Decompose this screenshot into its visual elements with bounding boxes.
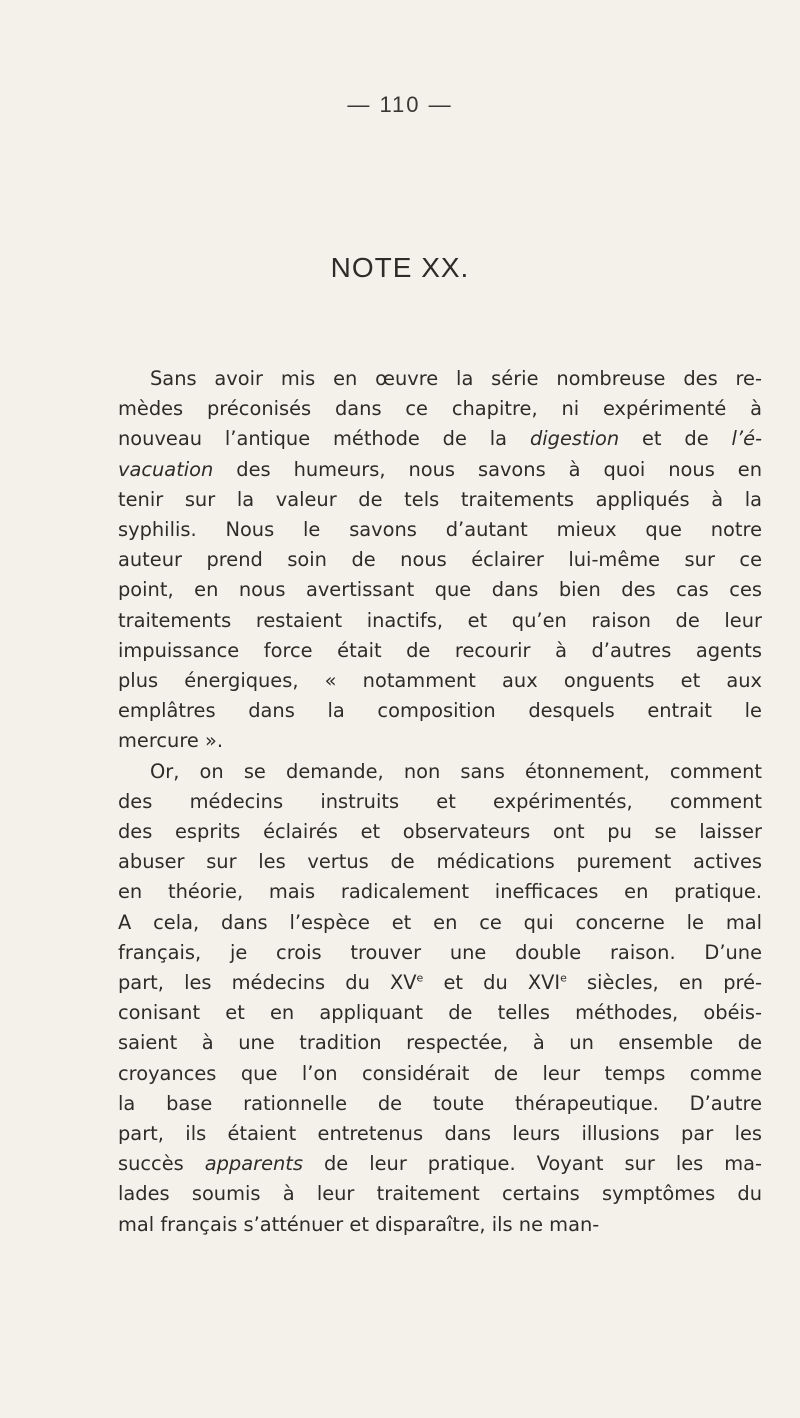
text-line <box>118 394 762 424</box>
text-run: A cela, dans l’espèce et en ce qui concerne le mal <box>118 910 762 934</box>
text-run: lades soumis à leur traitement certains symptômes du <box>118 1182 762 1206</box>
text-run: des esprits éclairés et observateurs ont pu se laisser <box>118 820 762 844</box>
text-run: auteur prend soin de nous éclairer lui-même sur ce <box>118 548 762 572</box>
text-line <box>118 726 762 756</box>
text-line <box>118 998 762 1028</box>
text-line <box>118 877 762 907</box>
superscript: e <box>560 971 567 985</box>
page-number: — 110 — <box>347 92 453 117</box>
text-run: la base rationnelle de toute thérapeutique. D’autre <box>118 1091 762 1115</box>
text-line <box>118 1089 762 1119</box>
text-line <box>118 515 762 545</box>
text-line <box>118 485 762 515</box>
text-line <box>118 1149 762 1179</box>
text-run: saient à une tradition respectée, à un ensemble de <box>118 1031 762 1055</box>
text-line <box>118 908 762 938</box>
text-run: siècles, en pré- <box>566 971 762 995</box>
text-line <box>118 787 762 817</box>
text-run: et du XVI <box>423 971 561 995</box>
text-run: croyances que l’on considérait de leur temps comme <box>118 1061 762 1085</box>
text-line <box>118 817 762 847</box>
text-line <box>118 696 762 726</box>
text-line <box>118 938 762 968</box>
text-line <box>118 1210 762 1240</box>
paragraph <box>118 757 762 1240</box>
text-line <box>118 847 762 877</box>
text-run: emplâtres dans la composition desquels entrait le <box>118 699 762 723</box>
text-run: part, ils étaient entretenus dans leurs illusions par les <box>118 1122 762 1146</box>
text-run: point, en nous avertissant que dans bien des cas ces <box>118 578 762 602</box>
text-run: et de <box>619 427 732 451</box>
text-run: syphilis. Nous le savons d’autant mieux que notre <box>118 518 762 542</box>
text-run: conisant et en appliquant de telles méthodes, obéis- <box>118 1001 762 1025</box>
text-run: tenir sur la valeur de tels traitements appliqués à la <box>118 487 762 511</box>
text-run: part, les médecins du XV <box>118 971 417 995</box>
text-line <box>118 364 762 394</box>
italic-text: l’é- <box>731 427 762 451</box>
text-line <box>118 1119 762 1149</box>
text-run: des humeurs, nous savons à quoi nous en <box>213 457 762 481</box>
italic-text: vacuation <box>118 457 214 481</box>
text-line <box>118 1059 762 1089</box>
text-run: plus énergiques, « notamment aux onguents et aux <box>118 669 762 693</box>
text-run: succès <box>118 1152 205 1176</box>
note-title: NOTE XX. <box>330 252 470 283</box>
text-line <box>118 424 762 454</box>
body-text <box>118 364 762 1240</box>
text-run: mal français s’atténuer et disparaître, ils ne man- <box>118 1212 600 1236</box>
italic-text: digestion <box>529 427 620 451</box>
text-run: mèdes préconisés dans ce chapitre, ni expérimenté à <box>118 397 762 421</box>
text-run: mercure ». <box>118 729 223 753</box>
text-line <box>118 636 762 666</box>
text-line <box>118 757 762 787</box>
text-run: traitements restaient inactifs, et qu’en raison de leur <box>118 608 762 632</box>
text-line <box>118 455 762 485</box>
text-line <box>118 1028 762 1058</box>
text-line <box>118 666 762 696</box>
text-run: Sans avoir mis en œuvre la série nombreuse des re- <box>150 367 762 390</box>
italic-text: apparents <box>204 1152 304 1176</box>
text-run: de leur pratique. Voyant sur les ma- <box>303 1152 762 1176</box>
text-run: nouveau l’antique méthode de la <box>118 427 530 451</box>
text-line <box>118 606 762 636</box>
text-run: en théorie, mais radicalement inefficaces en pratique. <box>118 880 762 904</box>
text-run: abuser sur les vertus de médications purement actives <box>118 850 762 874</box>
text-run: impuissance force était de recourir à d’autres agents <box>118 638 762 662</box>
text-run: Or, on se demande, non sans étonnement, comment <box>150 759 762 783</box>
paragraph <box>118 364 762 757</box>
text-line <box>118 968 762 998</box>
text-line <box>118 1179 762 1209</box>
text-line <box>118 575 762 605</box>
text-line <box>118 545 762 575</box>
text-run: français, je crois trouver une double raison. D’une <box>118 940 762 964</box>
superscript: e <box>416 971 424 985</box>
text-run: des médecins instruits et expérimentés, comment <box>118 789 762 813</box>
